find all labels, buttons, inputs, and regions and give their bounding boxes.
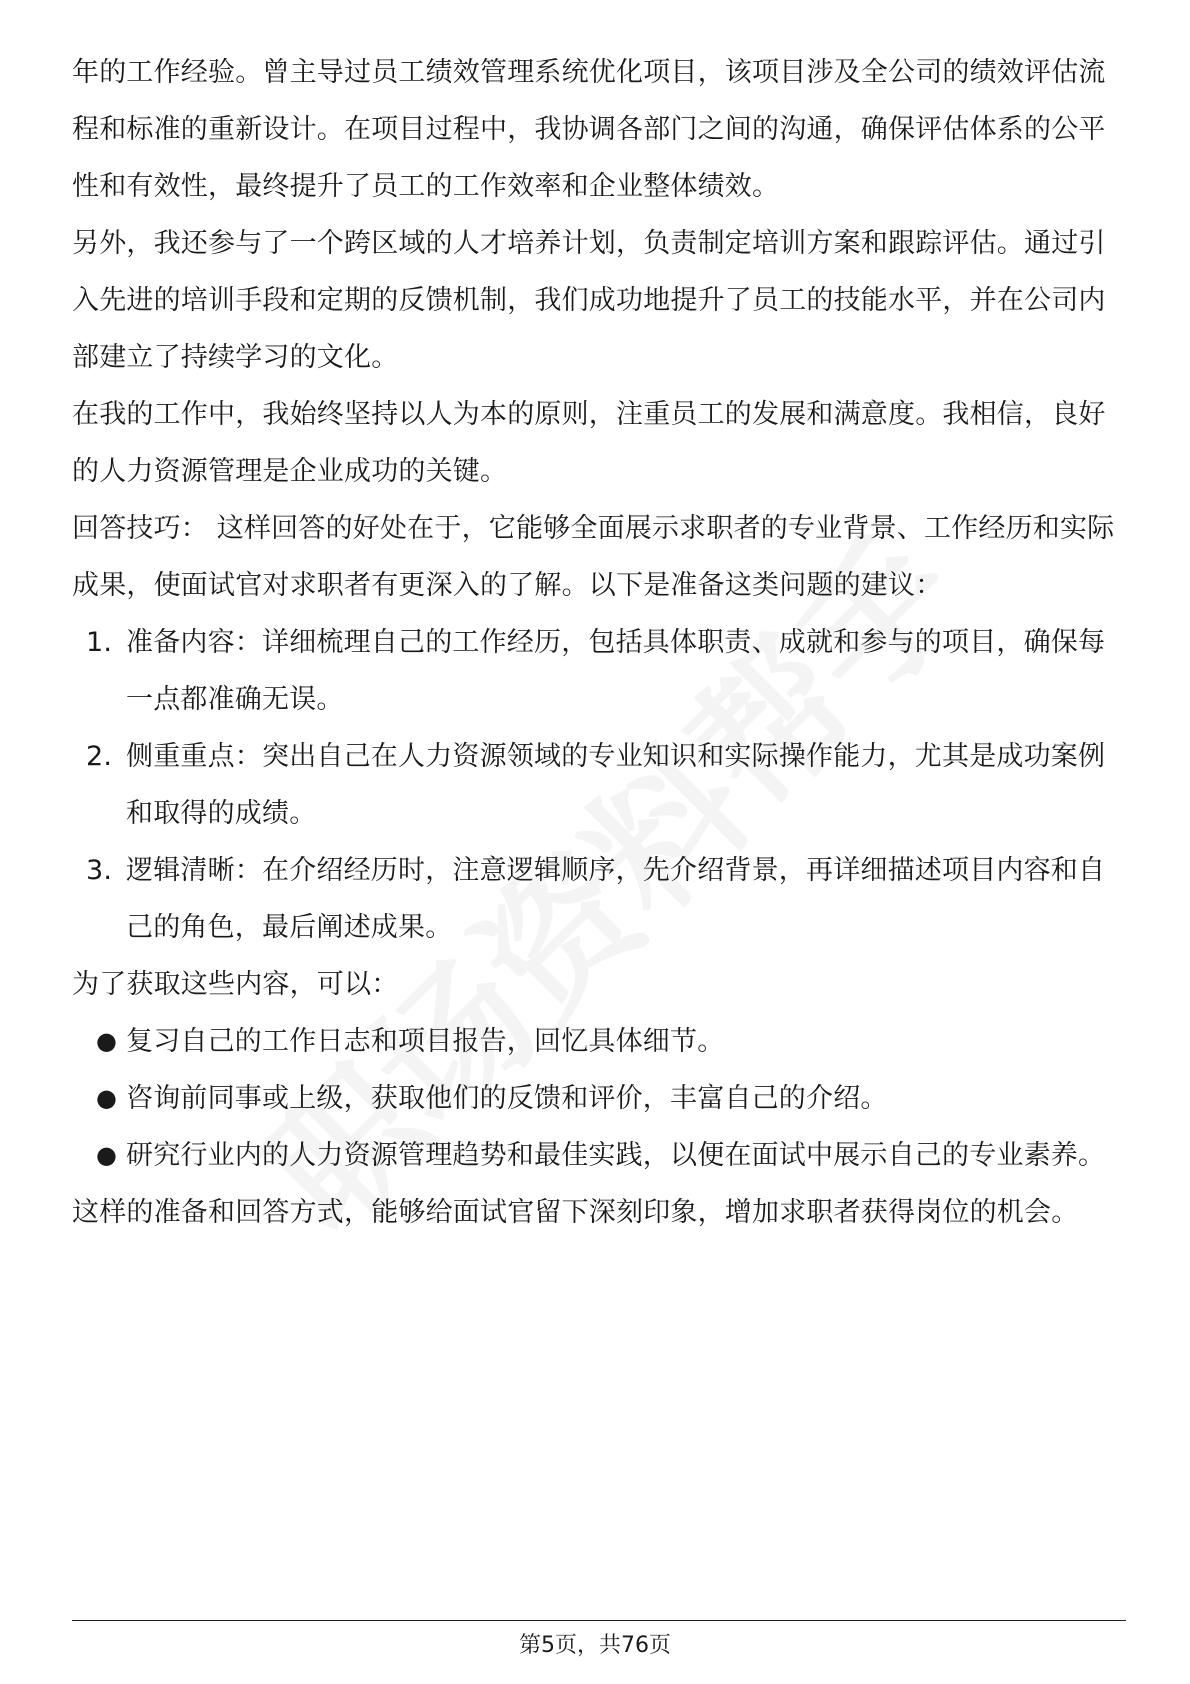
list-number: 2. (86, 741, 113, 772)
tips-list (72, 1013, 1122, 1184)
footer-divider (72, 1620, 1126, 1621)
list-item-text: 咨询前同事或上级，获取他们的反馈和评价，丰富自己的介绍。 (126, 1083, 888, 1114)
document-body (72, 44, 1122, 1241)
paragraph-philosophy: 在我的工作中，我始终坚持以人为本的原则，注重员工的发展和满意度。我相信，良好的人力资源管理是企业成功的关键。 (72, 399, 1106, 487)
list-item-text: 准备内容：详细梳理自己的工作经历，包括具体职责、成就和参与的项目，确保每一点都准确无误。 (126, 627, 1106, 715)
paragraph-training: 另外，我还参与了一个跨区域的人才培养计划，负责制定培训方案和跟踪评估。通过引入先进的培训手段和定期的反馈机制，我们成功地提升了员工的技能水平，并在公司内部建立了持续学习的文化。 (72, 228, 1106, 373)
list-item (72, 1127, 1122, 1184)
bullet-icon: ● (96, 1027, 118, 1055)
list-item (72, 1013, 1122, 1070)
page-number: 第5页，共76页 (519, 1633, 671, 1658)
list-item (72, 842, 1122, 956)
paragraph-answer-tips: 回答技巧： 这样回答的好处在于，它能够全面展示求职者的专业背景、工作经历和实际成果，使面试官对求职者有更深入的了解。以下是准备这类问题的建议： (72, 513, 1115, 601)
steps-list (72, 614, 1122, 956)
paragraph-experience: 年的工作经验。曾主导过员工绩效管理系统优化项目，该项目涉及全公司的绩效评估流程和标准的重新设计。在项目过程中，我协调各部门之间的沟通，确保评估体系的公平性和有效性，最终提升了员工的工作效率和企业整体绩效。 (72, 57, 1106, 202)
list-item (72, 614, 1122, 728)
list-item-text: 逻辑清晰：在介绍经历时，注意逻辑顺序，先介绍背景，再详细描述项目内容和自己的角色，最后阐述成果。 (126, 855, 1106, 943)
list-item-text: 研究行业内的人力资源管理趋势和最佳实践，以便在面试中展示自己的专业素养。 (126, 1140, 1106, 1171)
paragraph-closing: 这样的准备和回答方式，能够给面试官留下深刻印象，增加求职者获得岗位的机会。 (72, 1197, 1079, 1228)
list-item-text: 侧重重点：突出自己在人力资源领域的专业知识和实际操作能力，尤其是成功案例和取得的成绩。 (126, 741, 1106, 829)
list-number: 1. (86, 627, 113, 658)
list-item (72, 1070, 1122, 1127)
list-number: 3. (86, 855, 113, 886)
list-item (72, 728, 1122, 842)
bullet-icon: ● (96, 1141, 118, 1169)
bullet-icon: ● (96, 1084, 118, 1112)
list-item-text: 复习自己的工作日志和项目报告，回忆具体细节。 (126, 1026, 725, 1057)
paragraph-tips-intro: 为了获取这些内容，可以： (72, 969, 399, 1000)
